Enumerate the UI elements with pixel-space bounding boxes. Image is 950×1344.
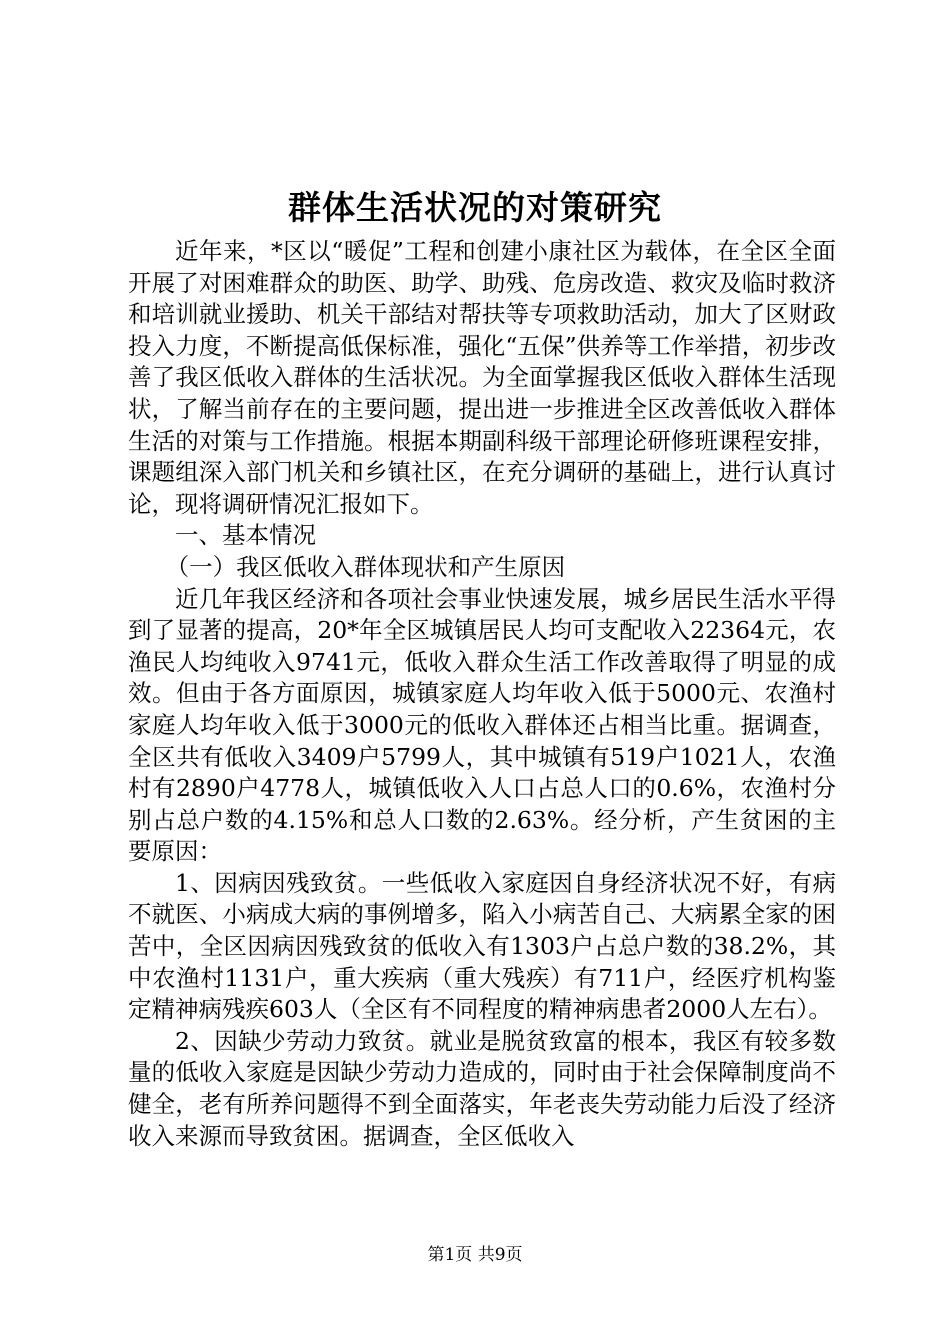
paragraph-intro: 近年来，*区以“暖促”工程和创建小康社区为载体，在全区全面开展了对困难群众的助医、助学、助残、危房改造、救灾及临时救济和培训就业援助、机关干部结对帮扶等专项救助活动，加大了区财政投入力度，不断提高低保标准，强化“五保”供养等工作举措，初步改善了我区低收入群体的生活状况。为全面掌握我区低收入群体生活现状，了解当前存在的主要问题，提出进一步推进全区改善低收入群体生活的对策与工作措施。根据本期副科级干部理论研修班课程安排，课题组深入部门机关和乡镇社区，在充分调研的基础上，进行认真讨论，现将调研情况汇报如下。: [128, 237, 836, 518]
paragraph-economic-overview: 近几年我区经济和各项社会事业快速发展，城乡居民生活水平得到了显著的提高，20*年全区城镇居民人均可支配收入22364元，农渔民人均纯收入9741元，低收入群众生活工作改善取得了明显的成效。但由于各方面原因，城镇家庭人均年收入低于5000元、农渔村家庭人均年收入低于3000元的低收入群体还占相当比重。据调查，全区共有低收入3409户5799人，其中城镇有519户1021人，农渔村有2890户4778人，城镇低收入人口占总人口的0.6%，农渔村分别占总户数的4.15%和总人口数的2.63%。经分析，产生贫困的主要原因：: [128, 584, 836, 866]
section-heading-basic-situation: 一、基本情况: [175, 521, 316, 550]
document-body: [128, 236, 836, 1152]
paragraph-illness-disability: 1、因病因残致贫。一些低收入家庭因自身经济状况不好，有病不就医、小病成大病的事例增多，陷入小病苦自己、大病累全家的困苦中，全区因病因残致贫的低收入有1303户占总户数的38.2%，其中农渔村1131户，重大疾病（重大残疾）有711户，经医疗机构鉴定精神病残疾603人（全区有不同程度的精神病患者2000人左右）。: [128, 868, 836, 1024]
subsection-heading-low-income-status: （一）我区低收入群体现状和产生原因: [165, 552, 566, 581]
paragraph-lack-of-labor: 2、因缺少劳动力致贫。就业是脱贫致富的根本，我区有较多数量的低收入家庭是因缺少劳动力造成的，同时由于社会保障制度尚不健全，老有所养问题得不到全面落实，年老丧失劳动能力后没了经济收入来源而导致贫困。据调查，全区低收入: [128, 1026, 836, 1150]
page-number-footer: 第1页 共9页: [427, 1245, 523, 1265]
document-title: 群体生活状况的对策研究: [288, 188, 662, 227]
